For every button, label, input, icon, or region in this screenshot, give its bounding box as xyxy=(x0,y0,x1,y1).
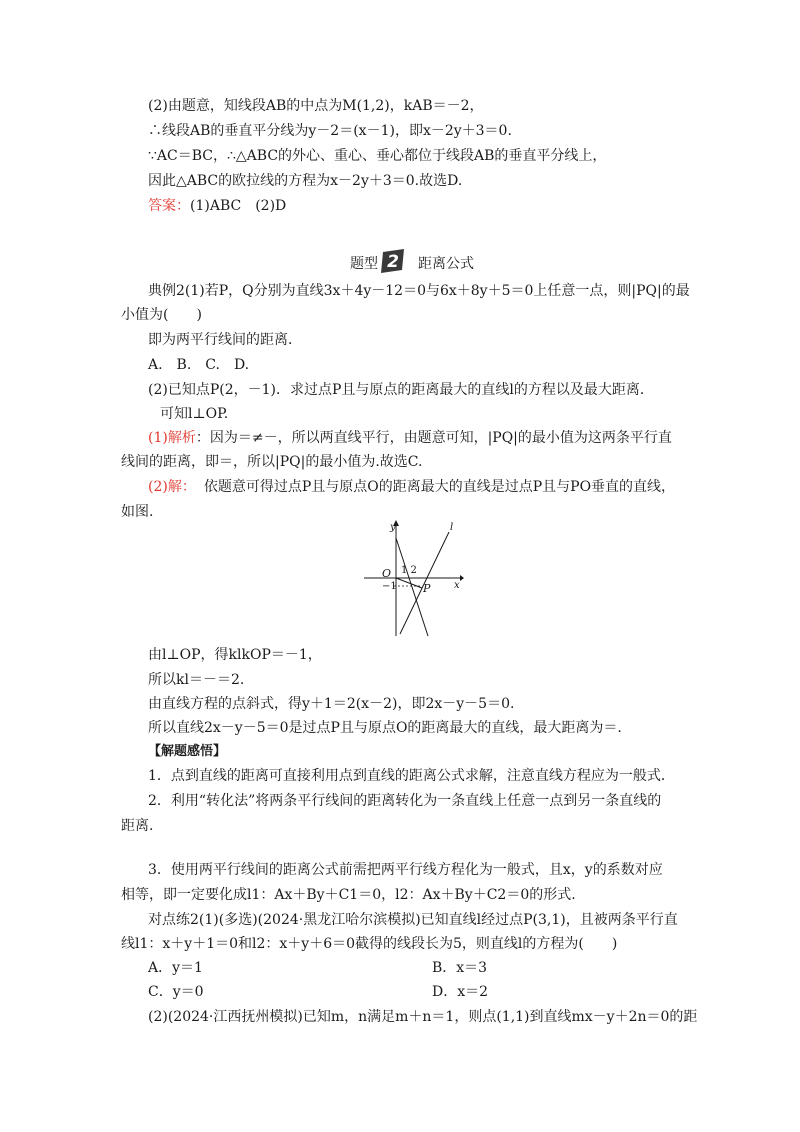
insight-line-3: 距离. xyxy=(121,818,154,834)
angle-labels: 1 2 xyxy=(401,565,417,576)
segment-op xyxy=(396,578,422,588)
coordinate-figure xyxy=(364,518,464,640)
solution2-line-2: 如图. xyxy=(121,504,154,520)
derivation-line-2: 所以kl＝－＝2. xyxy=(148,672,245,688)
heading-number: 2 xyxy=(387,252,399,272)
practice-line-2: 线l1：x＋y＋1＝0和l2：x＋y＋6＝0截得的线段长为5，则直线l的方程为( ) xyxy=(121,936,618,952)
solution-line-4: 因此△ABC的欧拉线的方程为x－2y＋3＝0.故选D. xyxy=(148,173,463,189)
example-line-2: 小值为( ) xyxy=(121,307,202,323)
question-2: (2)(2024·江西抚州模拟)已知m，n满足m＋n＝1，则点(1,1)到直线mx－y＋2n＝0的距 xyxy=(148,1009,698,1025)
option-c: C．y＝0 xyxy=(148,984,204,1000)
solution2-text: 依题意可得过点P且与原点O的距离最大的直线是过点P且与PO垂直的直线， xyxy=(203,479,676,495)
origin-label: O xyxy=(382,567,392,580)
x-axis-arrow xyxy=(460,575,464,581)
heading-title: 距离公式 xyxy=(418,256,474,272)
derivation-line-3: 由直线方程的点斜式，得y＋1＝2(x－2)，即2x－y－5＝0. xyxy=(148,696,515,712)
heading-prefix: 题型 xyxy=(350,256,378,272)
option-b: B．x＝3 xyxy=(432,960,488,976)
insight-heading: 【解题感悟】 xyxy=(148,744,227,759)
example-line-6: 可知l⊥OP. xyxy=(160,406,229,422)
solution2-line-1 xyxy=(148,477,675,497)
derivation-line-1: 由l⊥OP，得klkOP＝－1， xyxy=(148,647,322,663)
answer-line xyxy=(148,196,286,216)
analysis-label: (1)解析 xyxy=(148,430,196,446)
y-axis-label: y xyxy=(390,522,396,533)
insight-line-5: 相等，即一定要化成l1：Ax＋By＋C1＝0，l2：Ax＋By＋C2＝0的形式. xyxy=(121,887,576,903)
line-l-label: l xyxy=(450,522,454,533)
example-line-3: 即为两平行线间的距离． xyxy=(148,332,302,348)
answer-text: (1)ABC (2)D xyxy=(190,198,287,214)
analysis-text: ：因为＝≠－，所以两直线平行，由题意可知，|PQ|的最小值为这两条平行直 xyxy=(195,430,672,446)
insight-line-4: 3．使用两平行线间的距离公式前需把两平行线方程化为一般式，且x，y的系数对应 xyxy=(148,862,663,878)
example-options: A. B. C. D. xyxy=(148,357,250,373)
analysis-line-2: 线间的距离，即＝，所以|PQ|的最小值为.故选C. xyxy=(121,454,423,470)
solution-line-1: (2)由题意，知线段AB的中点为M(1,2)，kAB＝－2， xyxy=(148,98,484,114)
analysis-line-1 xyxy=(148,428,672,448)
section-heading xyxy=(350,252,474,274)
neg-one-label: −1 xyxy=(382,581,397,592)
point-p-label: P xyxy=(423,582,431,595)
example-line-1: 典例2(1)若P，Q分别为直线3x＋4y－12＝0与6x＋8y＋5＝0上任意一点，则|PQ|的最 xyxy=(148,283,690,299)
insight-line-2: 2．利用“转化法”将两条平行线间的距离转化为一条直线上任意一点到另一条直线的 xyxy=(148,793,662,809)
solution-line-3: ∵AC＝BC，∴△ABC的外心、重心、垂心都位于线段AB的垂直平分线上， xyxy=(148,148,607,164)
practice-line-1: 对点练2(1)(多选)(2024·黑龙江哈尔滨模拟)已知直线l经过点P(3,1)，且被两条平行直 xyxy=(148,912,678,928)
heading-number-badge xyxy=(380,248,406,270)
example-line-5: (2)已知点P(2，－1)．求过点P且与原点的距离最大的直线l的方程以及最大距离． xyxy=(148,382,654,398)
insight-line-1: 1．点到直线的距离可直接利用点到直线的距离公式求解，注意直线方程应为一般式． xyxy=(148,768,675,784)
derivation-line-4: 所以直线2x－y－5＝0是过点P且与原点O的距离最大的直线，最大距离为＝. xyxy=(148,720,622,736)
option-a: A．y＝1 xyxy=(148,960,203,976)
solution2-label: (2)解： xyxy=(148,479,196,495)
solution-line-2: ∴线段AB的垂直平分线为y－2＝(x－1)，即x－2y＋3＝0. xyxy=(148,123,512,139)
option-d: D．x＝2 xyxy=(432,984,489,1000)
x-axis-label: x xyxy=(454,580,460,591)
answer-label: 答案： xyxy=(148,198,190,214)
